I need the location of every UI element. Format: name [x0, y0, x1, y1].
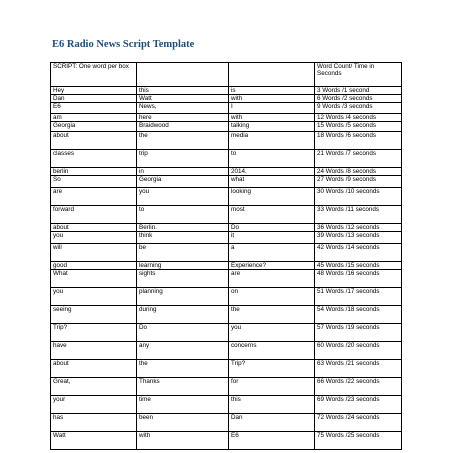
word-cell: be	[137, 244, 229, 262]
word-cell: trip	[137, 150, 229, 168]
word-cell: Thanks	[137, 378, 229, 396]
word-cell: sights	[137, 270, 229, 288]
word-cell: Hey	[51, 87, 137, 95]
word-cell: been	[137, 414, 229, 432]
table-row	[51, 414, 402, 432]
word-cell: Watt	[51, 432, 137, 450]
header-cell-blank-1	[137, 63, 229, 87]
table-row	[51, 396, 402, 414]
word-cell: Watt	[137, 95, 229, 103]
word-cell: are	[51, 188, 137, 206]
word-cell: what	[229, 176, 315, 188]
word-cell: will	[51, 244, 137, 262]
table-row	[51, 206, 402, 224]
table-row	[51, 132, 402, 150]
word-cell: are	[229, 270, 315, 288]
word-count-cell: 72 Words /24 seconds	[315, 414, 402, 432]
word-cell: it	[229, 232, 315, 244]
table-header-row	[51, 63, 402, 87]
table-row	[51, 188, 402, 206]
word-count-cell: 60 Words /20 seconds	[315, 342, 402, 360]
table-row	[51, 113, 402, 121]
word-cell: to	[137, 206, 229, 224]
table-row	[51, 150, 402, 168]
word-cell: with	[137, 432, 229, 450]
table-row	[51, 270, 402, 288]
word-count-cell: 75 Words /25 seconds	[315, 432, 402, 450]
document-title: E6 Radio News Script Template	[52, 39, 195, 50]
table-row	[51, 121, 402, 132]
word-cell: am	[51, 113, 137, 121]
table-row	[51, 224, 402, 232]
word-count-cell: 6 Words /2 seconds	[315, 95, 402, 103]
word-count-cell: 45 Words /15 seconds	[315, 262, 402, 270]
word-count-cell: 39 Words /13 seconds	[315, 232, 402, 244]
word-cell: Trip?	[51, 324, 137, 342]
word-cell: talking	[229, 121, 315, 132]
table-row	[51, 288, 402, 306]
word-cell: think	[137, 232, 229, 244]
word-cell: with	[229, 113, 315, 121]
word-cell: Berlin.	[137, 224, 229, 232]
header-cell-blank-2	[229, 63, 315, 87]
header-cell-script: SCRIPT: One word per box	[51, 63, 137, 87]
table-row	[51, 103, 402, 114]
word-cell: about	[51, 132, 137, 150]
word-cell: Do	[137, 324, 229, 342]
word-cell: News,	[137, 103, 229, 114]
word-cell: most	[229, 206, 315, 224]
word-count-cell: 24 Words /8 seconds	[315, 168, 402, 176]
table-row	[51, 176, 402, 188]
word-cell: good	[51, 262, 137, 270]
word-cell: seeing	[51, 306, 137, 324]
word-cell: for	[229, 378, 315, 396]
word-cell: your	[51, 396, 137, 414]
table-row	[51, 232, 402, 244]
word-cell: So	[51, 176, 137, 188]
word-cell: is	[229, 87, 315, 95]
word-cell: classes	[51, 150, 137, 168]
word-count-cell: 15 Words /5 seconds	[315, 121, 402, 132]
word-cell: with	[229, 95, 315, 103]
word-cell: in	[137, 168, 229, 176]
word-count-cell: 3 Words /1 second	[315, 87, 402, 95]
table-row	[51, 168, 402, 176]
word-cell: I	[229, 103, 315, 114]
word-count-cell: 12 Words /4 seconds	[315, 113, 402, 121]
word-cell: you	[51, 232, 137, 244]
word-count-cell: 57 Words /19 seconds	[315, 324, 402, 342]
word-cell: the	[137, 360, 229, 378]
word-cell: any	[137, 342, 229, 360]
word-cell: Dan	[229, 414, 315, 432]
word-cell: 2014.	[229, 168, 315, 176]
word-cell: Great,	[51, 378, 137, 396]
table-row	[51, 87, 402, 95]
word-count-cell: 66 Words /22 seconds	[315, 378, 402, 396]
word-count-cell: 51 Words /17 seconds	[315, 288, 402, 306]
word-cell: the	[137, 132, 229, 150]
word-cell: this	[137, 87, 229, 95]
script-table-body	[51, 63, 402, 450]
word-count-cell: 42 Words /14 seconds	[315, 244, 402, 262]
table-row	[51, 324, 402, 342]
word-cell: Experience?	[229, 262, 315, 270]
word-cell: about	[51, 224, 137, 232]
word-cell: you	[229, 324, 315, 342]
table-row	[51, 244, 402, 262]
word-count-cell: 63 Words /21 seconds	[315, 360, 402, 378]
word-count-cell: 48 Words /16 seconds	[315, 270, 402, 288]
word-cell: to	[229, 150, 315, 168]
table-row	[51, 432, 402, 450]
word-cell: during	[137, 306, 229, 324]
table-row	[51, 342, 402, 360]
word-count-cell: 27 Words /9 seconds	[315, 176, 402, 188]
word-cell: looking	[229, 188, 315, 206]
word-cell: Trip?	[229, 360, 315, 378]
word-cell: Dan	[51, 95, 137, 103]
word-cell: has	[51, 414, 137, 432]
word-cell: time	[137, 396, 229, 414]
word-cell: you	[51, 288, 137, 306]
header-cell-word-count: Word Count/ Time in Seconds	[315, 63, 402, 87]
word-cell: Do	[229, 224, 315, 232]
word-cell: Georgia	[137, 176, 229, 188]
word-cell: E6	[229, 432, 315, 450]
word-cell: learning	[137, 262, 229, 270]
word-cell: What	[51, 270, 137, 288]
script-table	[50, 62, 402, 450]
word-cell: E6	[51, 103, 137, 114]
word-cell: berlin	[51, 168, 137, 176]
word-cell: a	[229, 244, 315, 262]
word-count-cell: 69 Words /23 seconds	[315, 396, 402, 414]
word-cell: here	[137, 113, 229, 121]
word-count-cell: 18 Words /6 seconds	[315, 132, 402, 150]
word-cell: about	[51, 360, 137, 378]
word-cell: the	[229, 306, 315, 324]
word-cell: media	[229, 132, 315, 150]
word-cell: forward	[51, 206, 137, 224]
table-row	[51, 262, 402, 270]
word-cell: planning	[137, 288, 229, 306]
table-row	[51, 95, 402, 103]
word-cell: concerns	[229, 342, 315, 360]
word-cell: this	[229, 396, 315, 414]
word-cell: Braidwood	[137, 121, 229, 132]
word-count-cell: 33 Words /11 seconds	[315, 206, 402, 224]
word-cell: have	[51, 342, 137, 360]
table-row	[51, 306, 402, 324]
word-count-cell: 54 Words /18 seconds	[315, 306, 402, 324]
word-count-cell: 36 Words /12 seconds	[315, 224, 402, 232]
word-cell: on	[229, 288, 315, 306]
word-cell: Georgia	[51, 121, 137, 132]
word-cell: you	[137, 188, 229, 206]
word-count-cell: 21 Words /7 seconds	[315, 150, 402, 168]
table-row	[51, 360, 402, 378]
word-count-cell: 30 Words /10 seconds	[315, 188, 402, 206]
table-row	[51, 378, 402, 396]
word-count-cell: 9 Words /3 seconds	[315, 103, 402, 114]
